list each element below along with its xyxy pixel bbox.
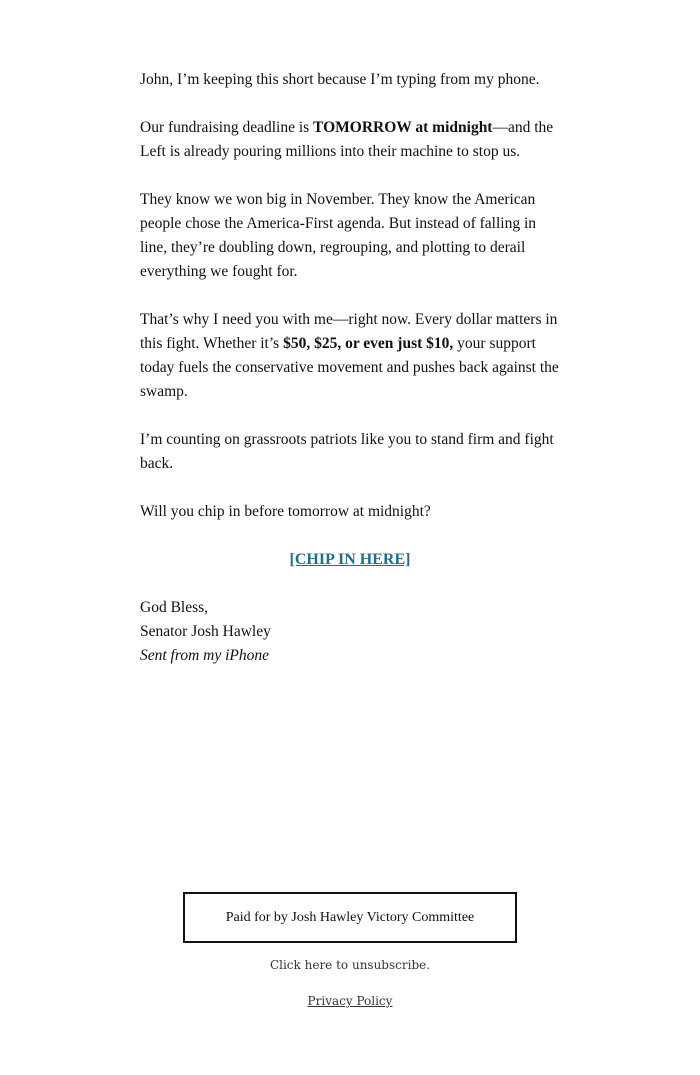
- signoff-text: God Bless,: [140, 599, 209, 616]
- november-paragraph: They know we won big in November. They know the American people chose the America-First agenda. But instead of falling in line, they’re doubling down, regrouping, and plotting to derail everything we fought for.: [140, 191, 536, 280]
- ask-paragraph: Will you chip in before tomorrow at midnight?: [140, 503, 431, 520]
- signature-block: [140, 596, 560, 668]
- grassroots-paragraph: I’m counting on grassroots patriots like you to stand firm and fight back.: [140, 431, 554, 472]
- donation-amounts: $50, $25, or even just $10,: [283, 335, 454, 352]
- unsubscribe-link[interactable]: Click here to unsubscribe.: [269, 958, 431, 972]
- paid-for-text: Paid for by Josh Hawley Victory Committee: [225, 909, 475, 925]
- signer-name: Senator Josh Hawley: [140, 623, 271, 640]
- deadline-text-start: Our fundraising deadline is: [140, 119, 314, 136]
- deadline-emphasis: TOMORROW at midnight: [313, 119, 493, 136]
- deadline-paragraph: [140, 116, 560, 164]
- privacy-policy-link[interactable]: Privacy Policy: [307, 994, 393, 1008]
- deadline-text-end: —and the Left is already pouring millions into their machine to stop us.: [140, 119, 554, 160]
- donation-text-start: That’s why I need you with me—right now. Every dollar matters in this fight. Whether it’s: [140, 311, 558, 352]
- greeting-paragraph: John, I’m keeping this short because I’m typing from my phone.: [140, 71, 540, 88]
- paid-for-disclaimer-box: [183, 892, 517, 943]
- sent-from-text: Sent from my iPhone: [140, 647, 269, 664]
- donation-text-end: your support today fuels the conservative movement and pushes back against the swamp.: [140, 335, 559, 400]
- privacy-container: [0, 994, 700, 1008]
- donation-paragraph: [140, 308, 560, 404]
- cta-container: [140, 548, 560, 572]
- email-body: [140, 68, 560, 668]
- chip-in-link[interactable]: [CHIP IN HERE]: [289, 551, 411, 568]
